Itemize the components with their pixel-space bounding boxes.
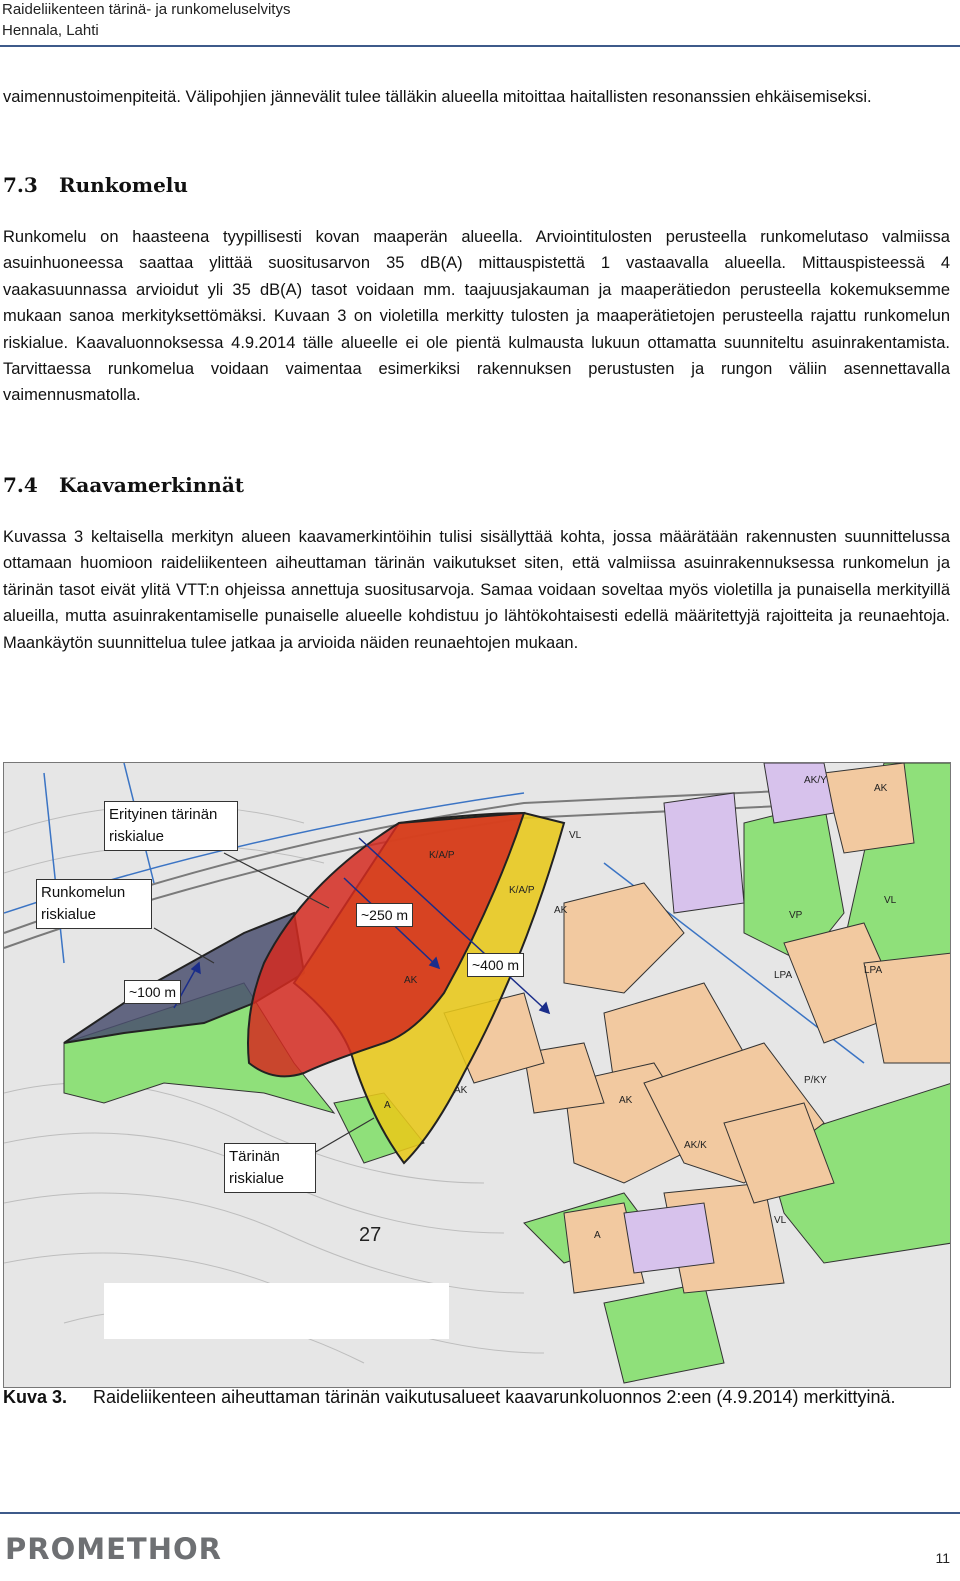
section-heading-runkomelu bbox=[3, 173, 188, 197]
distance-label-250m: ~250 m bbox=[356, 903, 413, 927]
plan-label-ak-y: AK/Y bbox=[804, 775, 827, 786]
figure-caption bbox=[3, 1384, 950, 1410]
header-rule bbox=[0, 45, 960, 47]
runkomelu-paragraph: Runkomelu on haasteena tyypillisesti kovan maaperän alueella. Arviointitulosten perusteella runkomelutaso valmiissa asuinhuoneessa saattaa ylittää suositusarvon 35 dB(A) mittauspistettä 1 vastaavalla alueella. Mittauspisteessä 4 vaakasuunnassa arvioidut yli 35 dB(A) tasot voidaan mm. taajuusjakauman ja maaperätiedon perusteella kokemuksemme mukaan sanoa merkityksettömäksi. Kuvaan 3 on violetilla merkitty tulosten ja maaperätietojen perusteella rajattu runkomelun riskialue. Kaavaluonnoksessa 4.9.2014 tälle alueelle ei ole pientä kulmausta lukuun ottamatta suunniteltu asuinrakentamista. Tarvittaessa runkomelua voidaan vaimentaa esimerkiksi rakennuksen perustusten ja rungon väliin asennettavalla vaimennusmatolla. bbox=[3, 228, 950, 405]
page-number: 11 bbox=[935, 1550, 950, 1566]
caption-label: Kuva 3. bbox=[3, 1387, 68, 1407]
section-title: Runkomelu bbox=[59, 173, 188, 197]
plan-label-ak4: AK bbox=[454, 1085, 468, 1096]
plan-label-ka: K/A/P bbox=[429, 850, 455, 861]
plan-label-vl: VL bbox=[569, 830, 582, 841]
plan-label-ak2: AK bbox=[554, 905, 568, 916]
plan-label-vl2: VL bbox=[884, 895, 897, 906]
plan-label-lpa: LPA bbox=[774, 970, 793, 981]
plan-label-pky: P/KY bbox=[804, 1075, 827, 1086]
plan-label-ak3: AK bbox=[404, 975, 418, 986]
plan-label-a: A bbox=[384, 1100, 391, 1111]
section-title: Kaavamerkinnät bbox=[59, 473, 245, 497]
callout-erityinen-tarinan-riskialue: Erityinen tärinän riskialue bbox=[104, 801, 238, 851]
footer-rule bbox=[0, 1512, 960, 1514]
distance-label-100m: ~100 m bbox=[124, 980, 181, 1004]
callout-tarinan-riskialue: Tärinän riskialue bbox=[224, 1143, 316, 1193]
plan-label-ak5: AK bbox=[619, 1095, 633, 1106]
kaava-paragraph: Kuvassa 3 keltaisella merkityn alueen kaavamerkintöihin tulisi sisällyttää kohta, jossa määrätään rakennusten suunnittelussa ottamaan huomioon raideliikenteen aiheuttaman tärinän vaikutukset siten, että valmiissa asuinrakennuksessa runkomelun ja tärinän tasot eivät ylitä VTT:n ohjeissa annettuja suositusarvoja. Samaa voidaan soveltaa myös violetilla ja punaisella merkityillä alueilla, mutta asuinrakentamiselle punaiselle alueelle kohdistuu jo lähtökohtaisesti edellä määritettyjä rajoitteita ja reunaehtoja. Maankäytön suunnittelua tulee jatkaa ja arvioida näiden reunaehtojen mukaan. bbox=[3, 528, 950, 652]
company-logo: PROMETHOR bbox=[5, 1532, 222, 1566]
distance-label-400m: ~400 m bbox=[467, 953, 524, 977]
page-footer bbox=[0, 1512, 960, 1581]
callout-runkomelun-riskialue: Runkomelun riskialue bbox=[36, 879, 152, 929]
document-title: Raideliikenteen tärinä- ja runkomeluselvitys bbox=[2, 1, 291, 18]
caption-text: Raideliikenteen aiheuttaman tärinän vaikutusalueet kaavarunkoluonnos 2:een (4.9.2014) merkittyinä. bbox=[93, 1387, 896, 1407]
plan-label-akk: AK/K bbox=[684, 1140, 707, 1151]
plan-label-27: 27 bbox=[359, 1224, 382, 1246]
section-number: 7.3 bbox=[3, 173, 38, 197]
plan-label-vp: VP bbox=[789, 910, 803, 921]
plan-label-a2: A bbox=[594, 1230, 601, 1241]
plan-label-lpa2: LPA bbox=[864, 965, 883, 976]
zoning-map-figure bbox=[3, 762, 951, 1388]
plan-label-vl3: VL bbox=[774, 1215, 787, 1226]
intro-paragraph: vaimennustoimenpiteitä. Välipohjien jännevälit tulee tälläkin alueella mitoittaa haitallisten resonanssien ehkäisemiseksi. bbox=[3, 88, 872, 106]
blank-area bbox=[104, 1283, 449, 1339]
plan-label-ka2: K/A/P bbox=[509, 885, 535, 896]
document-subtitle: Hennala, Lahti bbox=[2, 22, 99, 39]
section-number: 7.4 bbox=[3, 473, 38, 497]
section-heading-kaavamerkinnat bbox=[3, 473, 244, 497]
page-header bbox=[0, 0, 960, 46]
plan-label-ak1: AK bbox=[874, 783, 888, 794]
